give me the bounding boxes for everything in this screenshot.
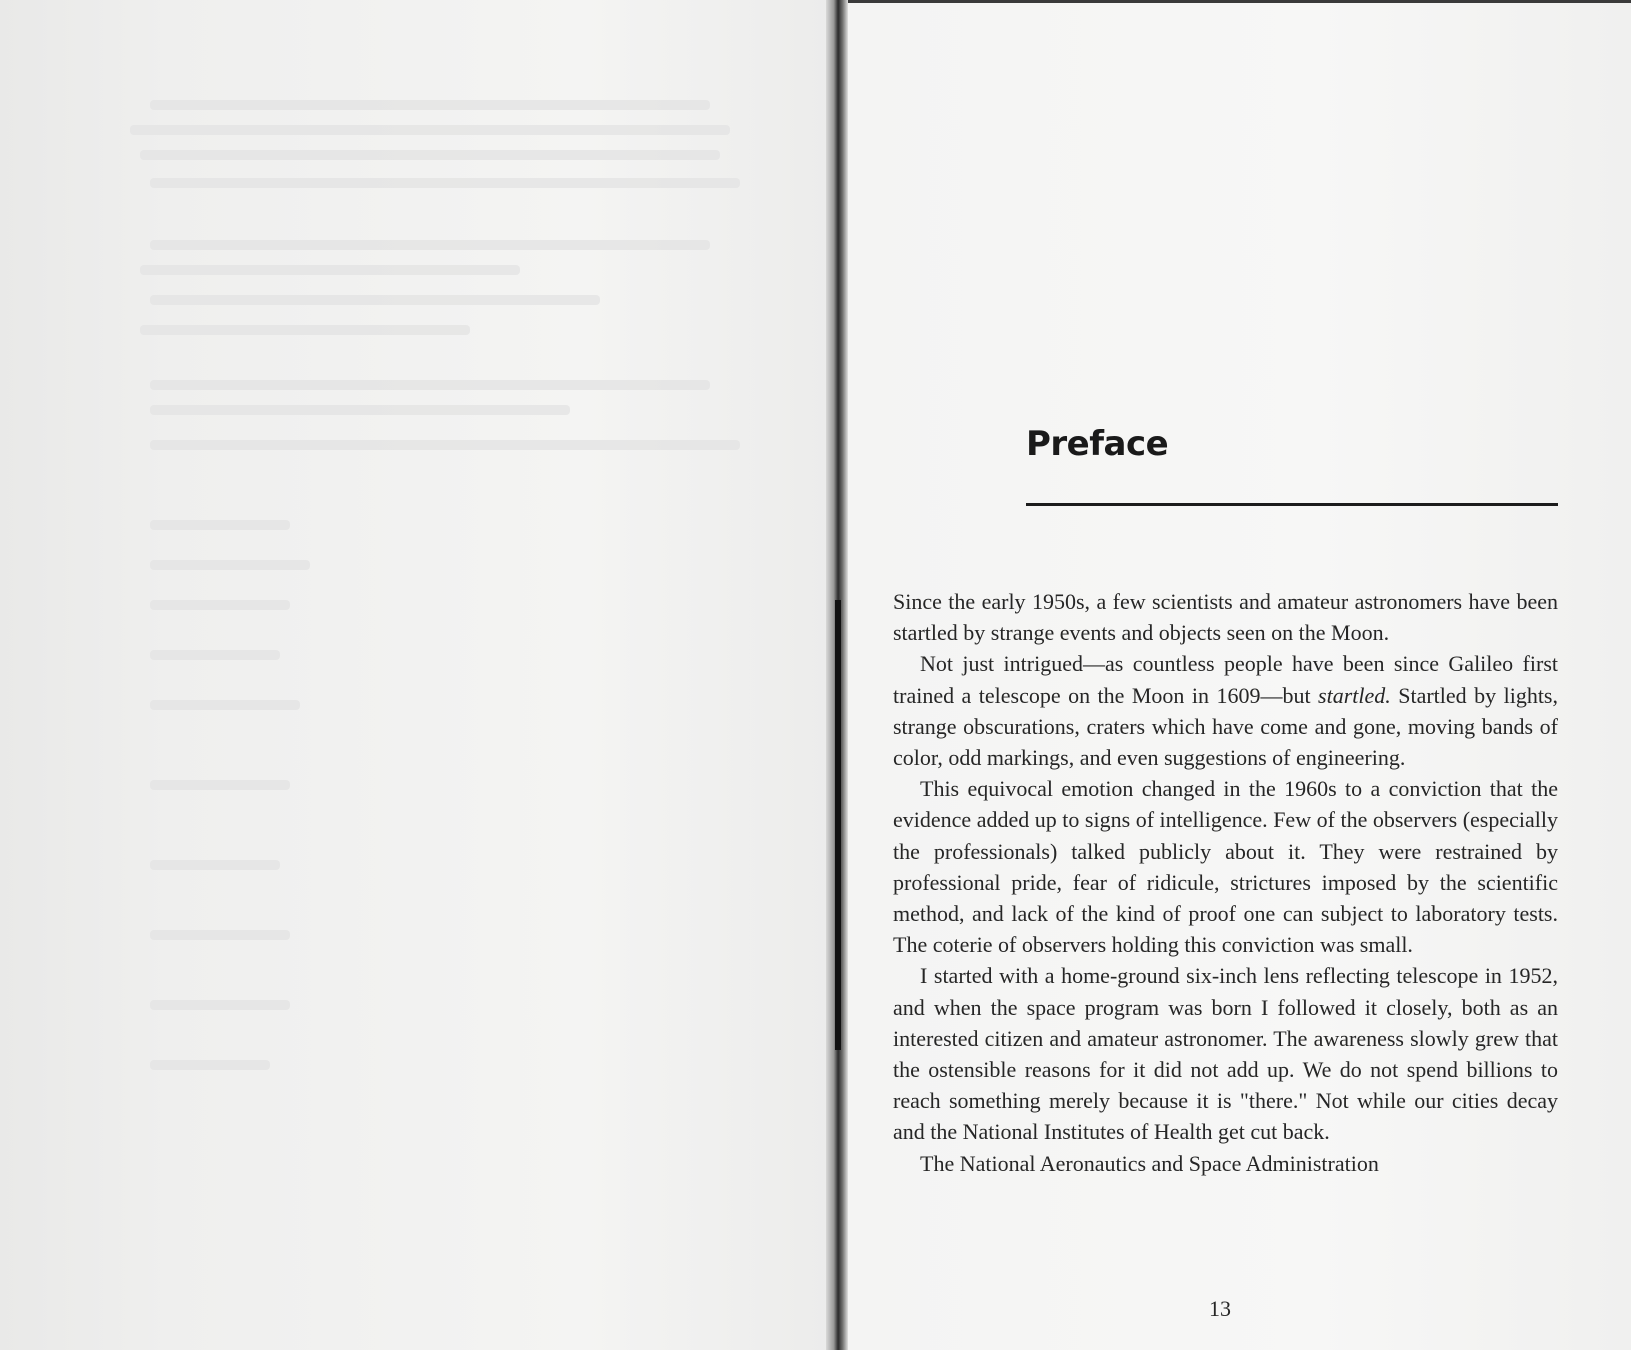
emphasis-startled: startled. (1318, 682, 1391, 708)
page-number: 13 (1209, 1296, 1231, 1321)
gutter-shadow (835, 600, 841, 1050)
paragraph-5: The National Aeronautics and Space Administration (920, 1150, 1379, 1176)
paragraph-3: This equivocal emotion changed in the 1960s to a conviction that the evidence added up to signs of intelligence. Few of the observers (especially the professionals) talked publicly about it. They were restrained by professional pride, fear of ridicule, strictures imposed by the scientific method, and lack of the kind of proof one can subject to laboratory tests. The coterie of observers holding this conviction was small. (893, 776, 1558, 958)
paragraph-2 (893, 648, 1558, 773)
paragraph-1: Since the early 1950s, a few scientists and amateur astronomers have been startled by strange events and objects seen on the Moon. (893, 589, 1558, 646)
title-rule (1026, 503, 1558, 506)
chapter-title: Preface (1026, 424, 1169, 464)
page-top-edge (848, 0, 1631, 3)
body-text (893, 586, 1558, 1179)
paragraph-2-start: Not just intrigued—as countless people have been since Galileo first trained a telescope on the Moon in 1609—but (893, 651, 1558, 708)
paragraph-2-end: Startled by lights, strange obscurations, craters which have come and gone, moving bands of color, odd markings, and even suggestions of engineering. (893, 682, 1558, 771)
paragraph-4: I started with a home-ground six-inch lens reflecting telescope in 1952, and when the space program was born I followed it closely, both as an interested citizen and amateur astronomer. The awareness slowly grew that the ostensible reasons for it did not add up. We do not spend billions to reach something merely because it is "there." Not while our cities decay and the National Institutes of Health get cut back. (893, 963, 1558, 1145)
